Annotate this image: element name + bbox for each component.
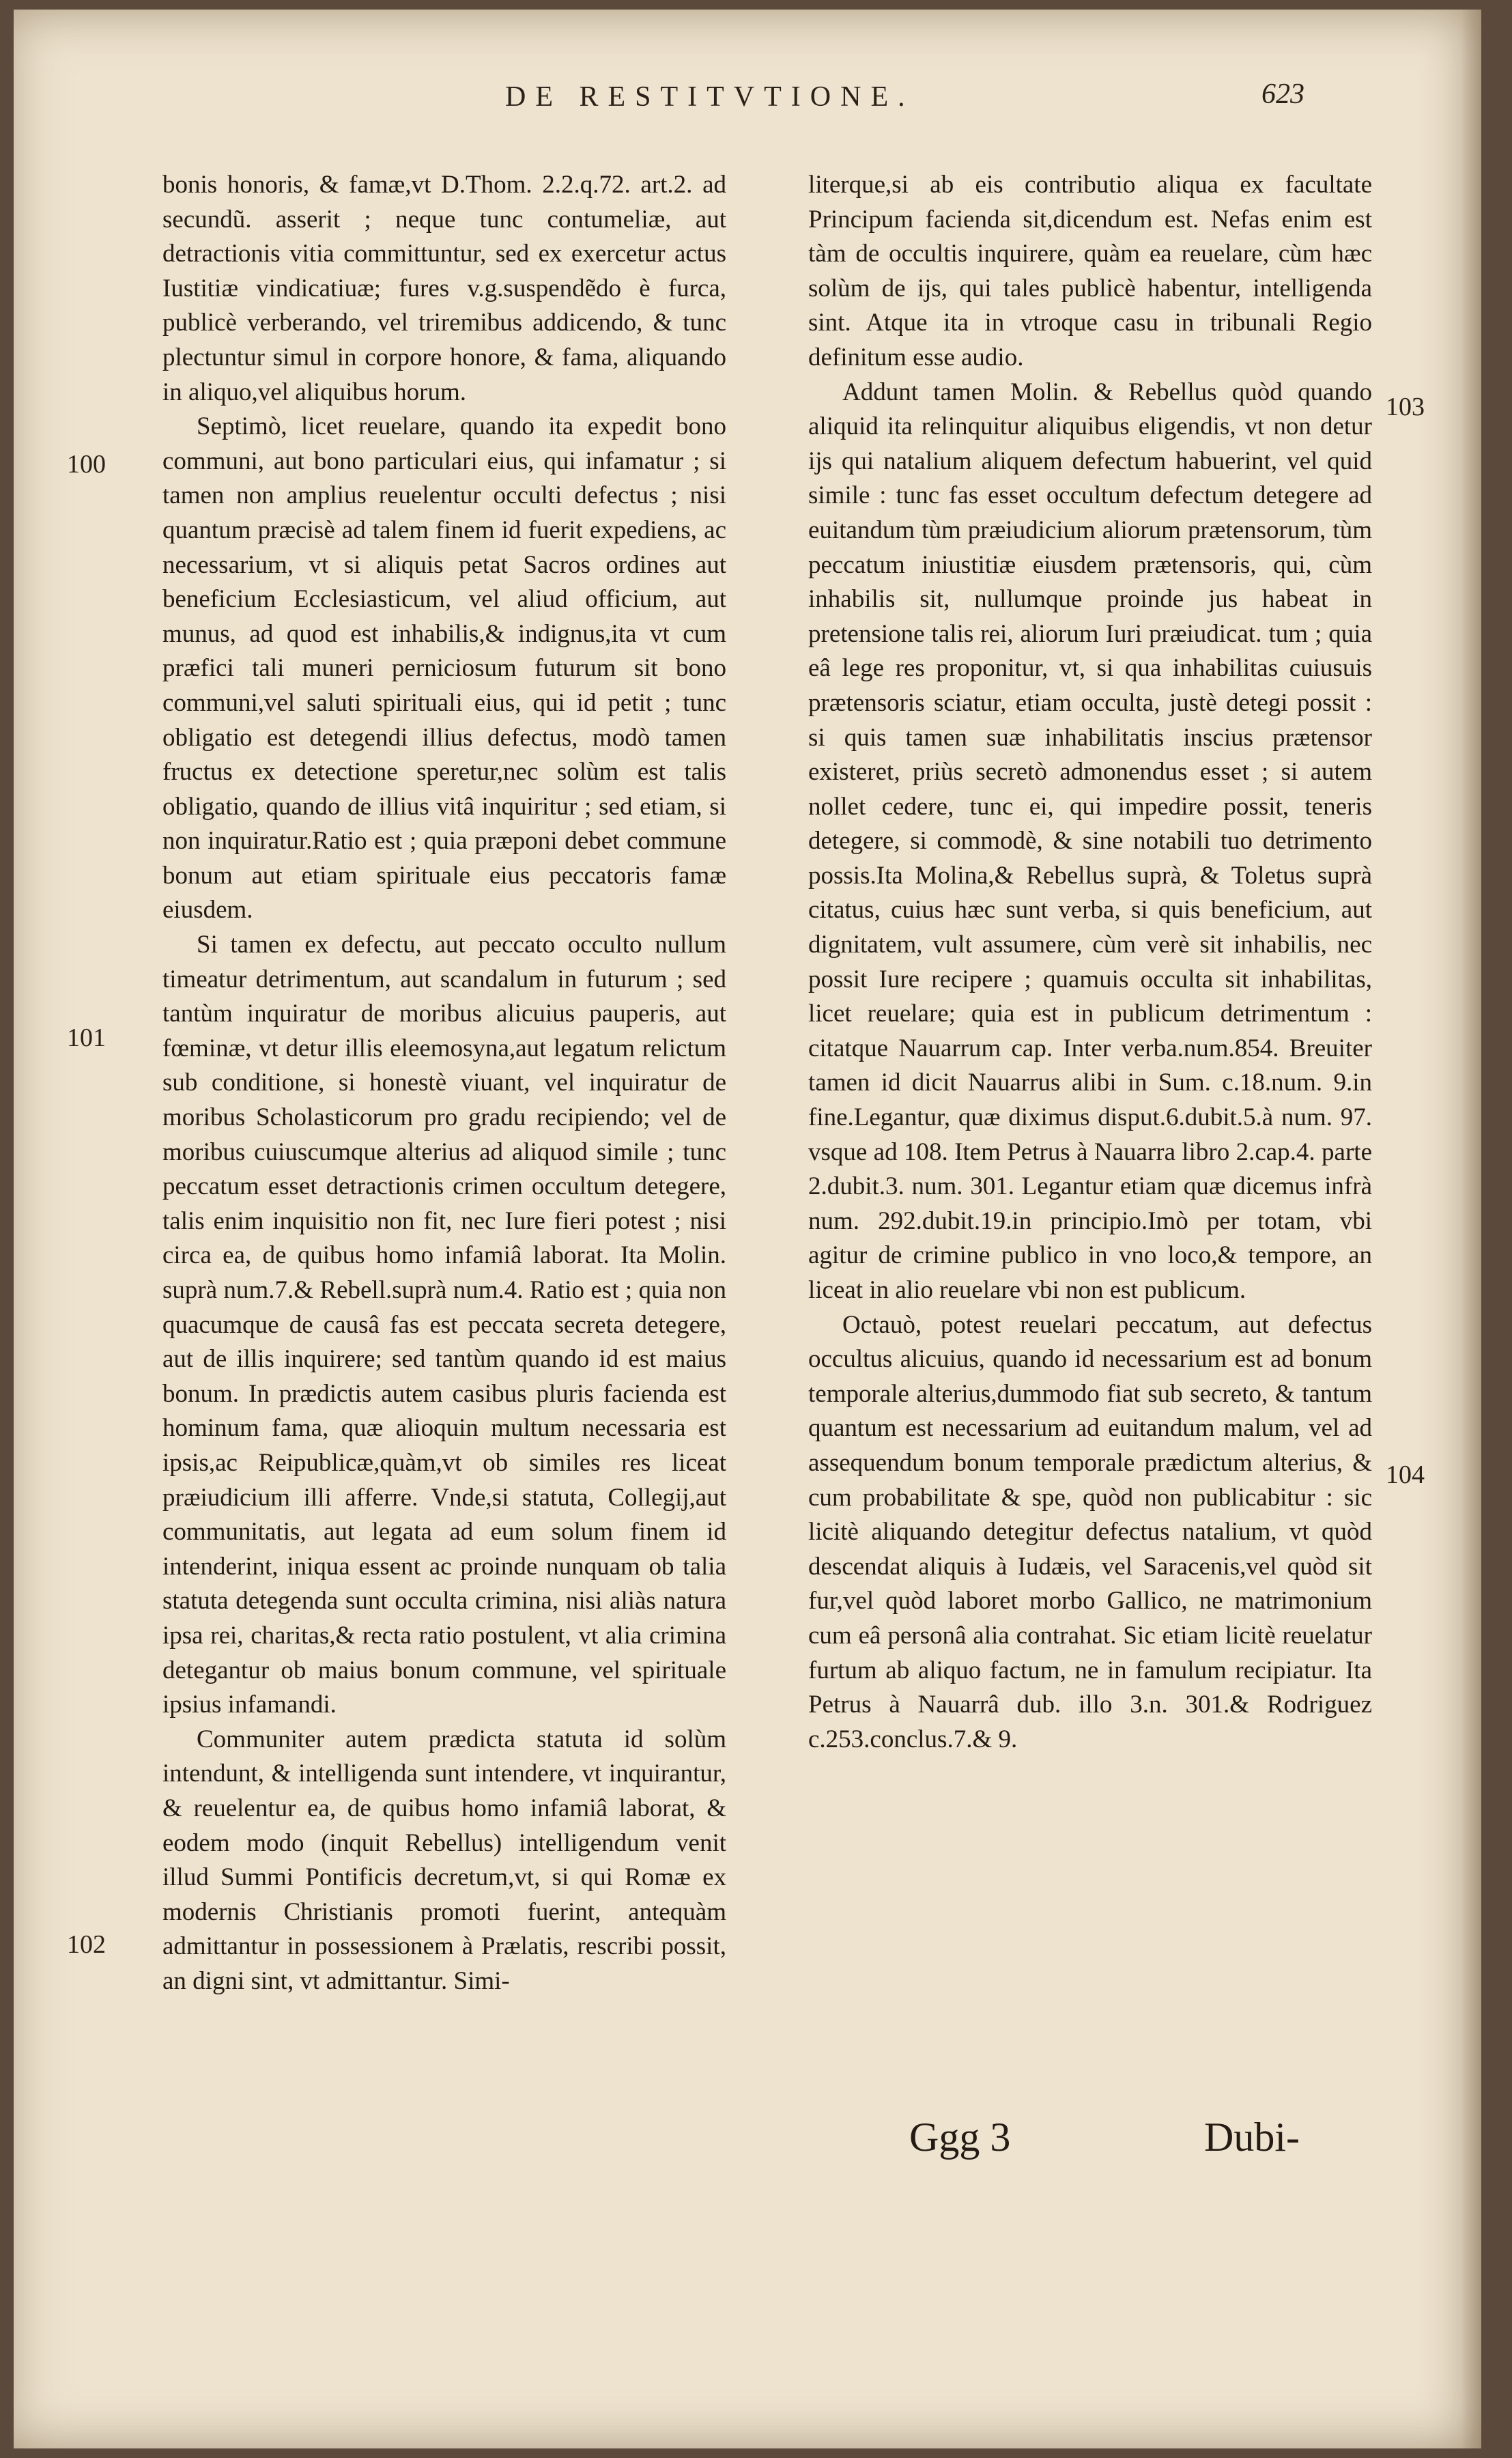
book-page [14,10,1481,2448]
right-paragraph-2: Addunt tamen Molin. & Rebellus quòd quando aliquid ita relinquitur aliquibus eligendis, vt non detur ijs qui natalium aliquem defectum habuerint, vel quid simile : tunc fas esset occultum defectum detegere ad euitandum tùm præiudicium aliorum prætensorum, tùm peccatum iniustitiæ eiusdem prætensoris, qui, cùm inhabilis sit, nullumque proinde jus habeat in pretensione talis rei, aliorum Iuri præiudicat. tum ; quia eâ lege res proponitur, vt, si qua inhabilitas cuiusuis prætensoris sciatur, etiam occulta, justè detegi possit : si quis tamen suæ inhabilitatis inscius prætensor existeret, priùs secretò admonendus esset ; si autem nollet cedere, tunc ei, qui impedire possit, teneris detegere, si commodè, & sine notabili tuo detrimento possis.Ita Molina,& Rebellus suprà, & Toletus suprà citatus, cuius hæc sunt verba, si quis beneficium, aut dignitatem, vult assumere, cùm verè sit inhabilis, nec possit Iure recipere ; quamuis occulta sit inhabilitas, licet reuelare; quia est in publicum detrimentum : citatque Nauarrum cap. Inter verba.num.854. Breuiter tamen id dicit Nauarrus alibi in Sum. c.18.num. 9.in fine.Legantur, quæ diximus disput.6.dubit.5.à num. 97. vsque ad 108. Item Petrus à Nauarra libro 2.cap.4. parte 2.dubit.3. num. 301. Legantur etiam quæ dicemus infrà num. 292.dubit.19.in principio.Imò per totam, vbi agitur de crimine publico in vno loco,& tempore, an liceat in alio reuelare vbi non est publicum. [808,378,1372,1304]
catchword: Dubi- [1204,2115,1300,2160]
running-head: DE RESTITVTIONE. [505,81,915,113]
left-paragraph-3: Si tamen ex defectu, aut peccato occulto nullum timeatur detrimentum, aut scandalum in futurum ; sed tantùm inquiratur de moribus alicuius pauperis, aut fœminæ, vt detur illis eleemosyna,aut legatum relictum sub conditione, si honestè viuant, vel inquiratur de moribus Scholasticorum pro gradu recipiendo; vel de moribus cuiuscumque alterius ad aliquod simile ; tunc peccatum esset detractionis crimen occultum detegere, talis enim inquisitio non fit, nec Iure fieri potest ; nisi circa ea, de quibus homo infamiâ laborat. Ita Molin. suprà num.7.& Rebell.suprà num.4. Ratio est ; quia non quacumque de causâ fas est peccata secreta detegere, aut de illis inquirere; sed tantùm quando id est maius bonum. In prædictis autem casibus pluris facienda est hominum fama, quæ alioquin multum necessaria est ipsis,ac Reipublicæ,quàm,vt ob similes res liceat præiudicium illi afferre. Vnde,si statuta, Collegij,aut communitatis, aut legata ad eum solum finem id intenderint, iniqua essent ac proinde nunquam ob talia statuta detegenda sunt occulta crimina, nisi aliàs natura ipsa rei, charitas,& recta ratio postulent, vt alia crimina detegantur ob maius bonum commune, vel spirituale ipsius infamandi. [162,931,726,1719]
signature-mark: Ggg 3 [909,2115,1011,2160]
margin-number-103: 103 [1386,393,1425,421]
margin-number-101: 101 [67,1023,106,1052]
right-paragraph-3: Octauò, potest reuelari peccatum, aut defectus occultus alicuius, quando id necessarium est ad bonum temporale alterius,dummodo fiat sub secreto, & tantum quantum est necessarium ad euitandum malum, vel ad assequendum bonum temporale prædictum alterius, & cum probabilitate & spe, quòd non publicabitur : sic licitè aliquando detegitur defectus natalium, vt quòd descendat aliquis à Iudæis, vel Saracenis,vel quòd sit fur,vel quòd laboret morbo Gallico, ne matrimonium cum eâ personâ alia contrahat. Sic etiam licitè reuelatur furtum ab aliquo factum, ne in famulum recipiatur. Ita Petrus à Nauarrâ dub. illo 3.n. 301.& Rodriguez c.253.conclus.7.& 9. [808,1310,1372,1753]
page-edge-shadow [1461,10,1481,2448]
right-paragraph-1: literque,si ab eis contributio aliqua ex facultate Principum facienda sit,dicendum est. Nefas enim est tàm de occultis inquirere, quàm ea reuelare, cùm hæc solùm de ijs, qui tales publicè habentur, intelligenda sint. Atque ita in vtroque casu in tribunali Regio definitum esse audio. [808,171,1372,371]
left-paragraph-4: Communiter autem prædicta statuta id solùm intendunt, & intelligenda sunt intendere, vt inquirantur, & reuelentur ea, de quibus homo infamiâ laborat, & eodem modo (inquit Rebellus) intelligendum venit illud Summi Pontificis decretum,vt, si qui Romæ ex modernis Christianis promoti fuerint, antequàm admittantur in possessionem à Prælatis, rescribi possit, an digni sint, vt admittantur. Simi- [162,1725,726,1995]
left-column [162,168,726,1998]
right-column [808,168,1372,1757]
page-number: 623 [1261,79,1304,110]
margin-number-104: 104 [1386,1460,1425,1489]
margin-number-100: 100 [67,450,106,479]
left-paragraph-2: Septimò, licet reuelare, quando ita expedit bono communi, aut bono particulari eius, qui infamatur ; si tamen non amplius reuelentur occulti defectus ; nisi quantum præcisè ad talem finem id fuerit expediens, ac necessarium, vt si aliquis petat Sacros ordines aut beneficium Ecclesiasticum, vel aliud officium, aut munus, ad quod est inhabilis,& indignus,ita vt cum præfici tali muneri perniciosum futurum sit bono communi,vel saluti spirituali eius, qui id petit ; tunc obligatio est detegendi illius defectus, modò tamen fructus ex detectione speretur,nec solùm est talis obligatio, quando de illius vitâ inquiritur ; sed etiam, si non inquiratur.Ratio est ; quia præponi debet commune bonum aut etiam spirituale eius peccatoris famæ eiusdem. [162,412,726,924]
margin-number-102: 102 [67,1930,106,1959]
left-paragraph-1: bonis honoris, & famæ,vt D.Thom. 2.2.q.72. art.2. ad secundũ. asserit ; neque tunc contumeliæ, aut detractionis vitia committuntur, sed ex exercetur actus Iustitiæ vindicatiuæ; fures v.g.suspendẽdo è furca, publicè verberando, vel triremibus addicendo, & tunc plectuntur simul in corpore honore, & fama, aliquando in aliquo,vel aliquibus horum. [162,171,726,406]
